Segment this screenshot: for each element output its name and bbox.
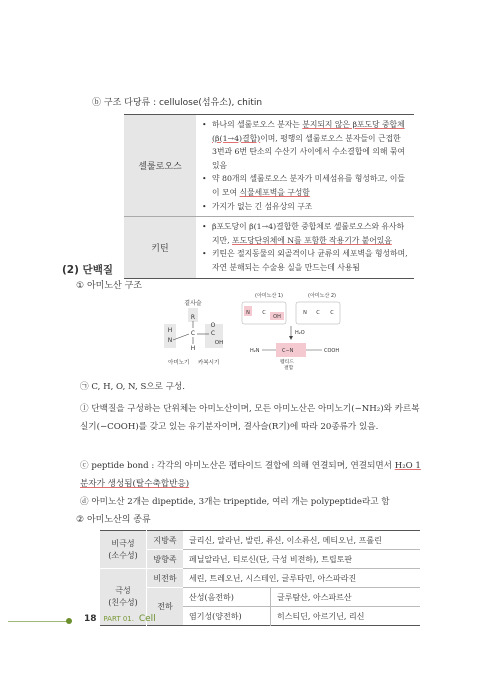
footer (0, 610, 500, 630)
section-b-heading (92, 96, 262, 111)
cellulose-label: 셀룰로오스 (138, 162, 182, 173)
bullet-dot: • (202, 201, 207, 211)
item-c (80, 457, 425, 493)
bullet-text: β포도당이 β(1→4)결합한 중합체로 셀룰로오스와 유사하지만, (212, 222, 405, 245)
table-row (100, 550, 420, 569)
item-b (80, 400, 425, 436)
bullet-dot: • (202, 249, 207, 259)
acidic-value (271, 588, 421, 607)
amino-acid-1-label: (아미노산 1) (255, 293, 283, 299)
sub-2-title: 아미노산의 종류 (86, 515, 151, 525)
chitin-label: 키틴 (151, 243, 169, 254)
item-c-marker: ⓒ (80, 461, 89, 471)
svg-text:C: C (330, 310, 334, 316)
item-c-underlined: H₂O 1분자가 생성됨(탈수축합반응) (80, 461, 421, 489)
svg-text:N: N (246, 310, 250, 316)
svg-text:N: N (303, 310, 307, 316)
bullet-dot: • (202, 174, 207, 184)
bullet-item (202, 220, 408, 247)
item-b-marker: ⓛ (80, 404, 89, 414)
uncharged-value: 세린, 트레오닌, 시스테인, 글루타민, 아스파라진 (189, 573, 357, 583)
basic-type-label: 염기성(양전하) (189, 611, 242, 621)
label-aromatic (147, 550, 184, 569)
item-a (80, 380, 425, 395)
chitin-content (196, 217, 414, 278)
amino-acid-2-label: (아미노산 2) (308, 293, 336, 299)
charged-label: 전하 (157, 602, 173, 611)
peptide-bond-label: 펩티드 (280, 360, 294, 365)
sub-2-heading (76, 513, 151, 528)
cellulose-content (196, 115, 414, 217)
row-label-chitin (124, 217, 196, 278)
section-b-marker: ⓑ (92, 98, 102, 108)
acidic-type (183, 588, 271, 607)
bullet-text: 키틴은 절지동물의 외골격이나 균류의 세포벽을 형성하며, 자연 분해되는 수술용 실을 만드는데 사용됨 (212, 249, 408, 272)
svg-text:H₂N: H₂N (250, 348, 260, 354)
table-row-chitin (124, 217, 414, 278)
bullet-item (202, 200, 408, 214)
sub-1-marker: ① (76, 281, 85, 291)
svg-text:OH: OH (214, 340, 224, 346)
amino-group-label: 아미노기 (168, 360, 190, 366)
value-uncharged (183, 569, 420, 588)
svg-text:R: R (190, 314, 196, 321)
sub-1-heading (76, 279, 142, 294)
svg-text:H: H (190, 345, 196, 352)
bullet-text: 분지되지 않은 β포도당 중합체(β(1→4)결합) (212, 120, 405, 143)
acidic-value-text: 글루탐산, 아스파르산 (277, 592, 352, 602)
cellulose-bullets (202, 118, 408, 213)
item-c-text: peptide bond : 각각의 아미노산은 펩타이드 결합에 의해 연결되며, 연결되면서 (91, 461, 395, 471)
footer-page-info (84, 614, 156, 624)
aliphatic-value: 글리신, 알라닌, 발린, 류신, 이소류신, 메티오닌, 프롤린 (189, 535, 382, 545)
group-nonpolar (100, 531, 147, 569)
aromatic-value: 페닐알라닌, 티로신(단, 극성 비전하), 트립토판 (189, 554, 353, 564)
sub-2-marker: ② (76, 515, 85, 525)
footer-dot (66, 618, 72, 624)
uncharged-label: 비전하 (153, 573, 177, 583)
item-d-marker: ⓓ (80, 497, 89, 507)
label-aliphatic (147, 531, 184, 550)
chapter-label: Cell (138, 614, 156, 624)
bullet-text: 약 80개의 셀룰로오스 분자가 미세섬유를 형성하고, 이들이 모여 (212, 174, 405, 197)
part-label: PART 01. (103, 615, 134, 623)
amino-acid-figure (160, 288, 360, 372)
svg-text:O: O (210, 322, 216, 329)
svg-text:N: N (167, 337, 173, 344)
bullet-item (202, 172, 408, 199)
section-b-title: 구조 다당류 : cellulose(섬유소), chitin (103, 98, 263, 108)
bullet-text: 가지가 없는 긴 섬유상의 구조 (212, 201, 313, 211)
bullet-text: 하나의 셀룰로오스 분자는 (212, 120, 303, 129)
polysaccharide-table (124, 114, 414, 279)
amino-acid-diagram (160, 288, 360, 372)
svg-text:H: H (167, 327, 173, 334)
page-number: 18 (84, 614, 97, 624)
value-aromatic (183, 550, 420, 569)
item-a-text: C, H, O, N, S으로 구성. (91, 382, 186, 392)
cooh-label: COOH (324, 348, 340, 354)
group-nonpolar-label: 비극성 (소수성) (108, 538, 138, 560)
water-label: H₂O (295, 330, 305, 336)
svg-text:C: C (316, 310, 320, 316)
bullet-dot: • (202, 222, 207, 232)
group-polar-label: 극성 (친수성) (108, 586, 138, 607)
basic-value-text: 히스티딘, 아르기닌, 리신 (277, 611, 365, 621)
side-chain-label: 곁사슬 (184, 300, 202, 307)
svg-text:C−N: C−N (282, 348, 294, 354)
chitin-bullets (202, 220, 408, 274)
table-row-cellulose (124, 115, 414, 217)
item-d (80, 495, 425, 510)
bullet-text: 이며, 평행의 셀룰로오스 분자들이 근접한 3번과 6번 탄소의 수산기 사이에서 수소결합에 의해 묶여 있음 (212, 133, 405, 170)
item-b-text: 단백질을 구성하는 단위체는 아미노산이며, 모든 아미노산은 아미노기(−NH₂)와 카르복실기(−COOH)를 갖고 있는 유기분자이며, 결사슬(R기)에 따라 20종류가 있음. (80, 404, 420, 432)
label-uncharged (147, 569, 184, 588)
svg-text:OH: OH (273, 314, 281, 320)
bullet-text: 포도당단위체에 N를 포함한 작용기가 붙어있음 (232, 235, 392, 245)
item-d-text: 아미노산 2개는 dipeptide, 3개는 tripeptide, 여러 개는 polypeptide라고 함 (91, 497, 390, 507)
section-2-heading: (2) 단백질 (62, 264, 113, 276)
acidic-type-label: 산성(음전하) (189, 592, 234, 602)
bullet-text: 식물세포벽을 구성함 (239, 187, 310, 197)
svg-text:결합: 결합 (284, 366, 294, 371)
svg-text:C: C (210, 330, 216, 337)
svg-text:C: C (262, 310, 266, 316)
bullet-dot: • (202, 120, 207, 129)
table-row (100, 531, 420, 550)
bullet-item (202, 247, 408, 274)
aliphatic-label: 지방족 (153, 535, 177, 545)
table-row (100, 588, 420, 607)
carboxyl-group-label: 카복시기 (198, 360, 220, 366)
item-a-marker: ㉠ (80, 382, 89, 392)
table-row (100, 569, 420, 588)
bullet-item (202, 118, 408, 172)
value-aliphatic (183, 531, 420, 550)
sub-1-title: 아미노산 구조 (86, 281, 142, 291)
aromatic-label: 방향족 (153, 554, 177, 564)
svg-text:C: C (190, 330, 196, 337)
row-label-cellulose (124, 115, 196, 217)
footer-rule (8, 621, 68, 622)
